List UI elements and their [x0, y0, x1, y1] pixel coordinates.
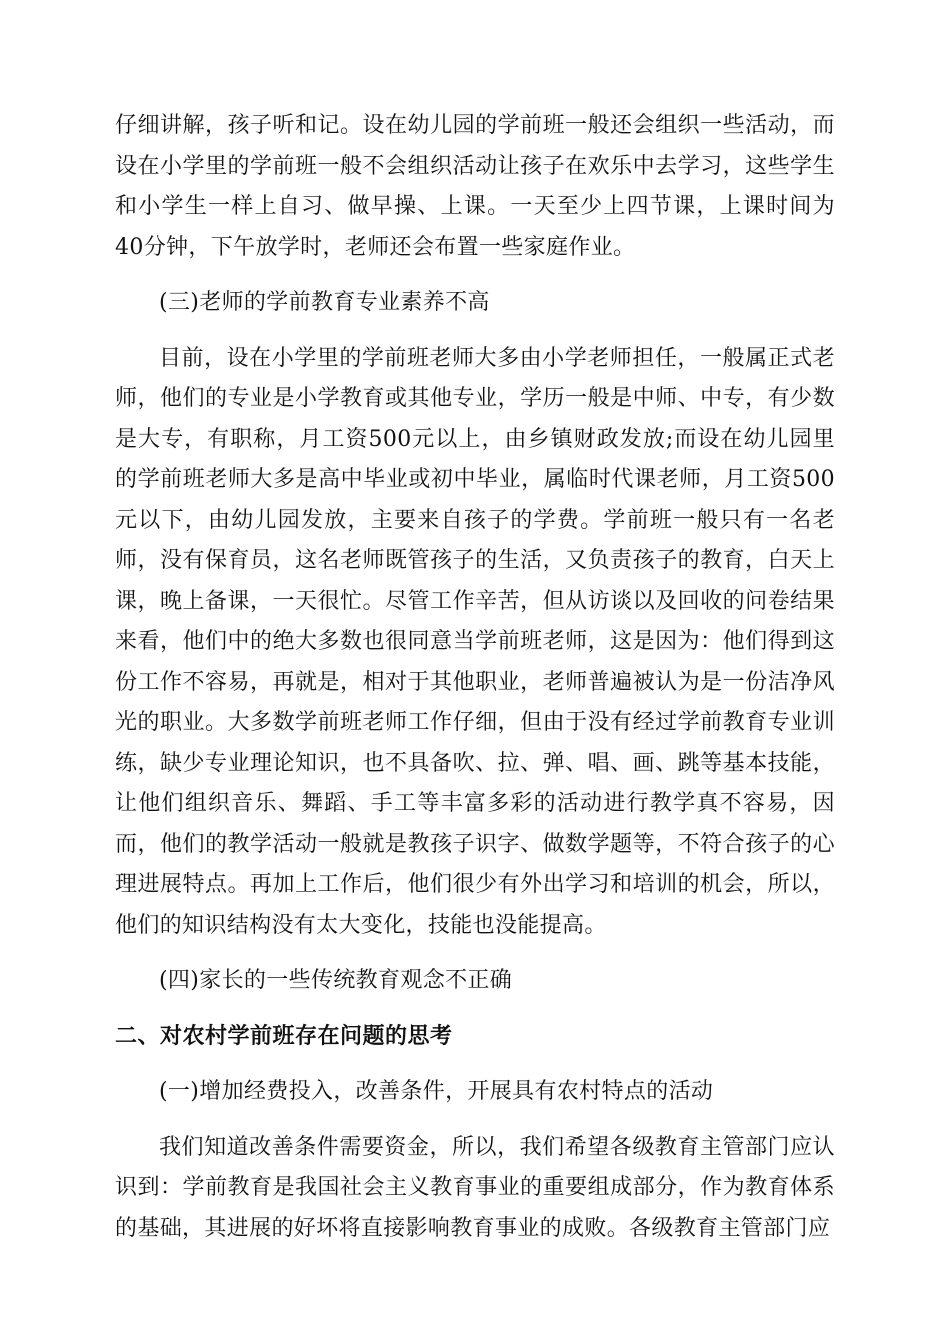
subheading-parent-concepts: (四)家长的一些传统教育观念不正确 — [159, 968, 513, 993]
paragraph-teacher-situation: 目前，设在小学里的学前班老师大多由小学老师担任，一般属正式老师，他们的专业是小学教育或其他专业，学历一般是中师、中专，有少数是大专，有职称，月工资500元以上，由乡镇财政发放;而设在幼儿园里的学前班老师大多是高中毕业或初中毕业，属临时代课老师，月工资500元以下，由幼儿园发放，主要来自孩子的学费。学前班一般只有一名老师，没有保育员，这名老师既管孩子的生活，又负责孩子的教育，白天上课，晚上备课，一天很忙。尽管工作辛苦，但从访谈以及回收的问卷结果来看，他们中的绝大多数也很同意当学前班老师，这是因为：他们得到这份工作不容易，再就是，相对于其他职业，老师普遍被认为是一份洁净风光的职业。大多数学前班老师工作仔细，但由于没有经过学前教育专业训练，缺少专业理论知识，也不具备吹、拉、弹、唱、画、跳等基本技能，让他们组织音乐、舞蹈、手工等丰富多彩的活动进行教学真不容易，因而，他们的教学活动一般就是教孩子识字、做数学题等，不符合孩子的心理进展特点。再加上工作后，他们很少有外出学习和培训的机会，所以，他们的知识结构没有太大变化，技能也没能提高。 — [115, 345, 835, 938]
section-heading-reflection: 二、对农村学前班存在问题的思考 — [115, 1023, 453, 1049]
subheading-increase-funding: (一)增加经费投入，改善条件，开展具有农村特点的活动 — [159, 1079, 714, 1104]
document-page — [115, 106, 835, 1249]
paragraph-funding: 我们知道改善条件需要资金，所以，我们希望各级教育主管部门应认识到：学前教育是我国社会主义教育事业的重要组成部分，作为教育体系的基础，其进展的好坏将直接影响教育事业的成败。各级教育主管部门应 — [115, 1134, 835, 1241]
subheading-teacher-quality: (三)老师的学前教育专业素养不高 — [159, 290, 490, 315]
paragraph-continuation: 仔细讲解，孩子听和记。设在幼儿园的学前班一般还会组织一些活动，而设在小学里的学前班一般不会组织活动让孩子在欢乐中去学习，这些学生和小学生一样上自习、做早操、上课。一天至少上四节课，上课时间为40分钟，下午放学时，老师还会布置一些家庭作业。 — [115, 113, 835, 260]
